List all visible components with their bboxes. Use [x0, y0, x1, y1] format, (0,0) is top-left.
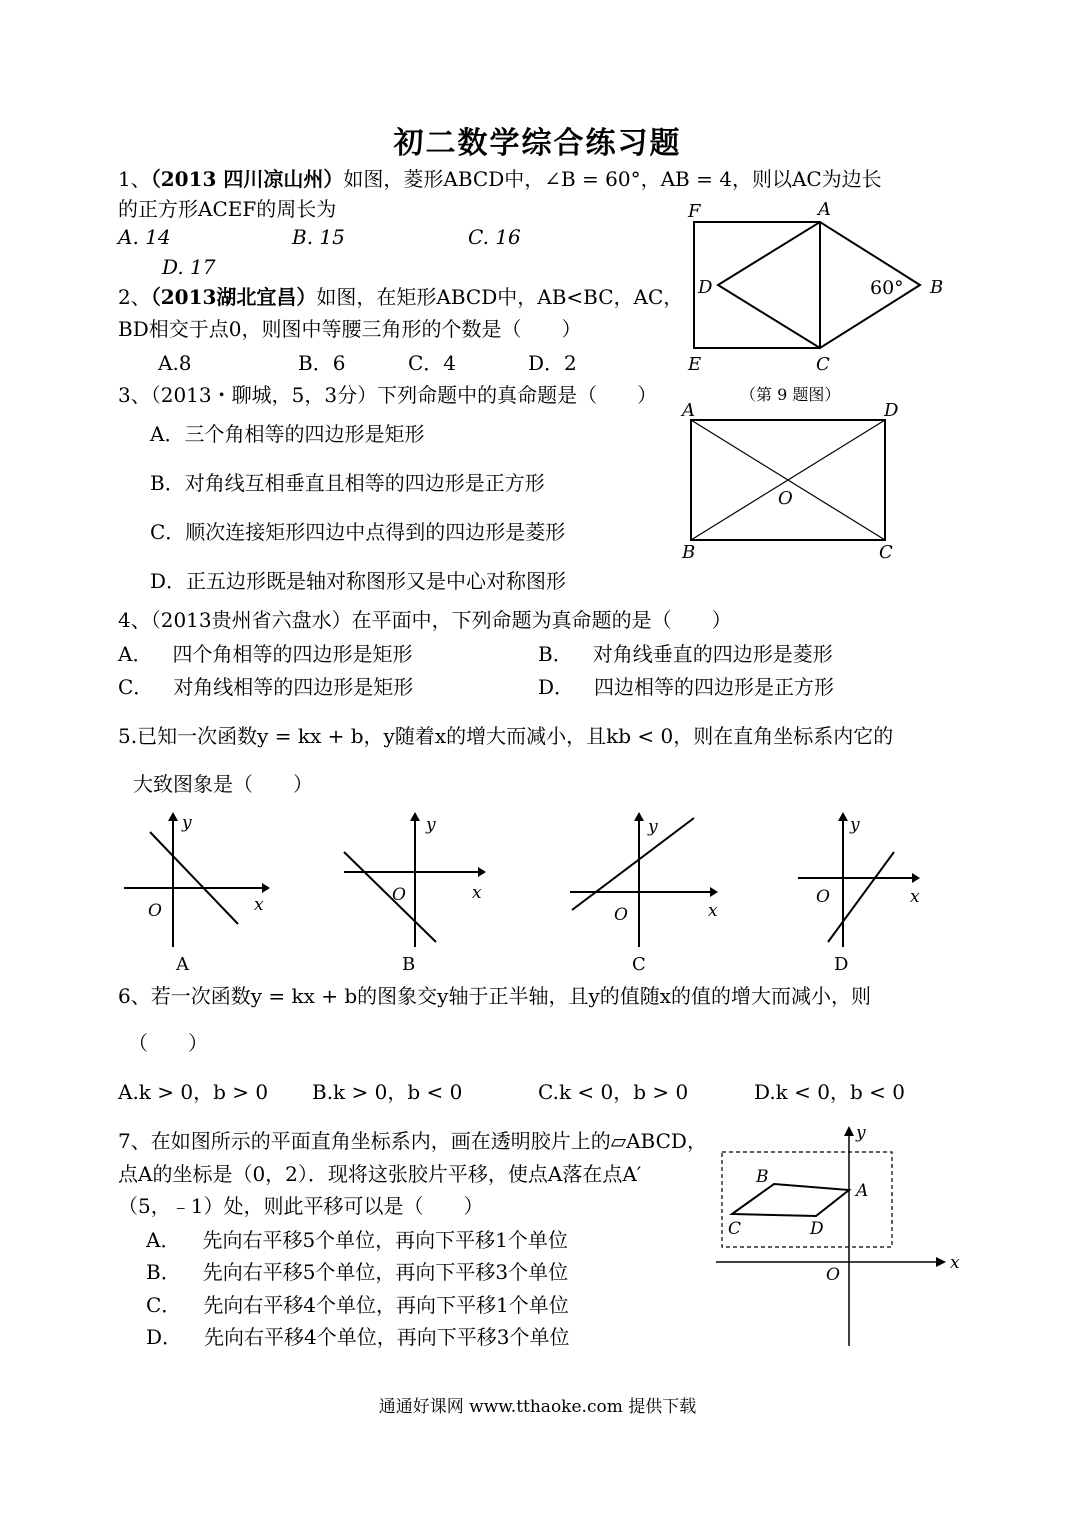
label-d: D — [884, 400, 899, 421]
label-c: C — [728, 1219, 742, 1239]
x-arrow-icon — [478, 867, 486, 877]
y-arrow-icon — [410, 812, 420, 821]
origin-label: O — [614, 905, 628, 925]
q7-option-a-letter: A． — [146, 1228, 181, 1252]
q5-graph-d — [794, 812, 934, 977]
q4-option-d-text: 四边相等的四边形是正方形 — [594, 675, 835, 699]
q4-option-b — [538, 641, 833, 667]
q7-stem-3: （5，﹣1）处，则此平移可以是（ ） — [118, 1194, 484, 1218]
x-arrow-icon — [912, 873, 920, 883]
q2-line1 — [118, 284, 683, 310]
q6-option-c: C.k < 0，b > 0 — [538, 1080, 689, 1104]
q7-option-c-letter: C． — [146, 1293, 182, 1317]
y-arrow-icon — [844, 1126, 854, 1136]
q4-option-c-letter: C． — [118, 675, 154, 699]
label-o: O — [826, 1265, 840, 1285]
q1-stem-2: 的正方形ACEF的周长为 — [118, 197, 337, 221]
q3-stem: 3、（2013・聊城，5，3分）下列命题中的真命题是（ ） — [118, 383, 658, 407]
graph-c-label: C — [632, 954, 646, 975]
q3-option-d: D．正五边形既是轴对称图形又是中心对称图形 — [150, 569, 567, 593]
q4-option-a-text: 四个角相等的四边形是矩形 — [172, 642, 413, 666]
q1-source: （2013 四川凉山州） — [150, 167, 344, 191]
footer-text: 通通好课网 www.tthaoke.com 提供下载 — [378, 1397, 697, 1417]
q7-option-c-text: 先向右平移4个单位，再向下平移1个单位 — [203, 1293, 569, 1317]
label-c: C — [816, 354, 830, 375]
q4-stem: 4、（2013贵州省六盘水）在平面中，下列命题为真命题的是（ ） — [118, 608, 732, 632]
y-arrow-icon — [634, 812, 644, 821]
q4-option-a — [118, 641, 412, 667]
q7-stem-2: 点A的坐标是（0，2）．现将这张胶片平移，使点A落在点A′ — [118, 1162, 642, 1186]
label-e: E — [688, 354, 702, 375]
q2-stem-2: BD相交于点0，则图中等腰三角形的个数是（ ） — [118, 317, 582, 341]
label-d: D — [698, 277, 713, 298]
q5-graph-b — [340, 812, 500, 977]
q7-stem-1: 7、在如图所示的平面直角坐标系内，画在透明胶片上的▱ABCD， — [118, 1129, 707, 1153]
q1-prefix: 1、 — [118, 167, 151, 191]
q7-option-b-text: 先向右平移5个单位，再向下平移3个单位 — [202, 1260, 569, 1284]
q5-stem-2: 大致图象是（ ） — [133, 772, 313, 796]
x-arrow-icon — [262, 883, 270, 893]
page-title: 初二数学综合练习题 — [393, 126, 682, 161]
q2-figure — [676, 398, 916, 568]
origin-label: O — [148, 901, 162, 921]
y-label: y — [182, 813, 192, 833]
graph-b-label: B — [402, 954, 416, 975]
q4-option-b-text: 对角线垂直的四边形是菱形 — [592, 642, 833, 666]
angle-label: 60° — [870, 277, 904, 299]
label-a: A — [856, 1181, 869, 1201]
y-label: y — [648, 817, 658, 837]
x-label: x — [910, 887, 920, 907]
q1-stem-1: 如图，菱形ABCD中，∠B = 60°，AB = 4，则以AC为边长 — [343, 167, 882, 191]
q6-option-b: B.k > 0，b < 0 — [312, 1080, 463, 1104]
label-b: B — [682, 542, 696, 563]
q3-option-b: B．对角线互相垂直且相等的四边形是正方形 — [150, 471, 545, 495]
q4-option-d-letter: D． — [538, 675, 575, 699]
q7-option-a-text: 先向右平移5个单位，再向下平移1个单位 — [202, 1228, 568, 1252]
q2-option-b: B．6 — [298, 351, 346, 375]
q6-stem-2: （ ） — [128, 1031, 208, 1055]
q1-option-d: D. 17 — [162, 255, 216, 279]
q2-figure-caption: （第 9 题图） — [740, 385, 841, 404]
y-label: y — [426, 815, 436, 835]
q5-stem-1: 5.已知一次函数y = kx + b，y随着x的增大而减小，且kb < 0，则在直角坐标系内它的 — [118, 724, 894, 748]
y-label: y — [850, 815, 860, 835]
label-x: x — [950, 1253, 960, 1273]
square-acef — [694, 222, 820, 348]
label-b: B — [930, 277, 944, 298]
x-arrow-icon — [710, 887, 718, 897]
function-line — [344, 852, 436, 942]
q5-graph-c — [566, 812, 731, 977]
y-arrow-icon — [168, 812, 178, 821]
graph-d-label: D — [834, 954, 849, 975]
q2-option-c: C．4 — [408, 351, 457, 375]
q3-option-c: C．顺次连接矩形四边中点得到的四边形是菱形 — [150, 520, 566, 544]
function-line — [828, 852, 894, 942]
q6-stem-1: 6、若一次函数y = kx + b的图象交y轴于正半轴，且y的值随x的值的增大而减小，则 — [118, 984, 872, 1008]
q7-option-d-text: 先向右平移4个单位，再向下平移3个单位 — [204, 1325, 570, 1349]
q5-graph-a — [120, 812, 270, 977]
label-a: A — [818, 199, 831, 220]
q2-prefix: 2、 — [118, 285, 151, 309]
label-a: A — [682, 400, 695, 421]
q4-option-c-text: 对角线相等的四边形是矩形 — [173, 675, 414, 699]
q6-option-d: D.k < 0，b < 0 — [754, 1080, 905, 1104]
function-line — [572, 818, 694, 910]
label-b: B — [756, 1167, 769, 1187]
q7-option-a — [146, 1227, 568, 1253]
graph-a-label: A — [176, 954, 189, 975]
x-label: x — [472, 883, 482, 903]
q1-line1 — [118, 166, 882, 192]
label-d: D — [810, 1219, 824, 1239]
q1-option-c: C. 16 — [468, 225, 521, 249]
q6-option-a: A.k > 0，b > 0 — [118, 1080, 269, 1104]
q2-stem-1: 如图，在矩形ABCD中，AB<BC，AC， — [316, 285, 684, 309]
function-line — [150, 832, 238, 924]
x-label: x — [708, 901, 718, 921]
x-label: x — [254, 895, 264, 915]
q2-option-d: D．2 — [528, 351, 577, 375]
y-arrow-icon — [838, 812, 848, 821]
q7-option-b — [146, 1259, 568, 1285]
label-f: F — [688, 201, 701, 222]
q7-figure — [712, 1120, 972, 1350]
q4-option-a-letter: A． — [118, 642, 153, 666]
q4-option-c — [118, 674, 413, 700]
origin-label: O — [392, 885, 406, 905]
q4-option-d — [538, 674, 834, 700]
label-o: O — [778, 488, 793, 509]
q7-option-b-letter: B． — [146, 1260, 181, 1284]
origin-label: O — [816, 887, 830, 907]
q2-source: （2013湖北宜昌） — [150, 285, 317, 309]
parallelogram-abcd — [732, 1184, 849, 1216]
q1-option-b: B. 15 — [292, 225, 345, 249]
q1-option-a: A. 14 — [118, 225, 171, 249]
label-y: y — [856, 1123, 866, 1143]
q7-option-d-letter: D． — [146, 1325, 183, 1349]
q7-option-c — [146, 1292, 569, 1318]
label-c: C — [879, 542, 893, 563]
q4-option-b-letter: B． — [538, 642, 573, 666]
q7-option-d — [146, 1324, 570, 1350]
q3-option-a: A．三个角相等的四边形是矩形 — [150, 422, 425, 446]
q1-figure — [680, 198, 960, 378]
q2-option-a: A.8 — [158, 351, 192, 375]
x-arrow-icon — [936, 1257, 946, 1267]
